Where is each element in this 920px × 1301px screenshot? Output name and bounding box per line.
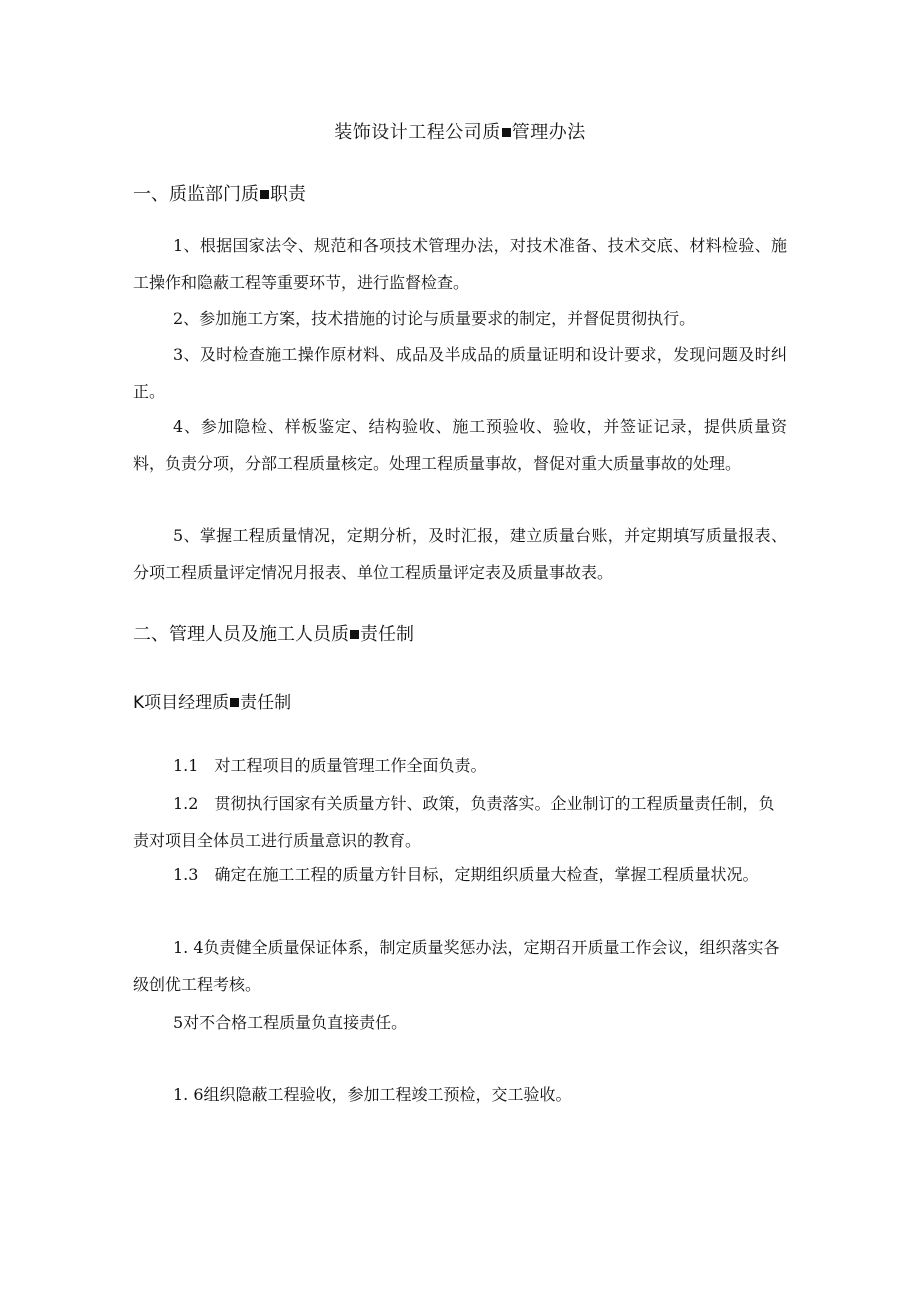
item-1-2: 1.2 贯彻执行国家有关质量方针、政策，负责落实。企业制订的工程质量责任制，负责对项目全体员工进行质量意识的教育。	[133, 794, 775, 850]
item-1-1: 1.1 对工程项目的质量管理工作全面负责。	[173, 756, 487, 775]
paragraph-1-1: 1、根据国家法令、规范和各项技术管理办法，对技术准备、技术交底、材料检验、施工操作和隐蔽工程等重要环节，进行监督检查。	[133, 236, 787, 292]
section-heading-2: 二、管理人员及施工人员质 责任制	[133, 624, 414, 645]
subsection-heading: K项目经理质 责任制	[133, 693, 292, 713]
square-glyph	[260, 190, 269, 199]
paragraph-1-2: 2、参加施工方案，技术措施的讨论与质量要求的制定，并督促贯彻执行。	[173, 309, 696, 328]
square-glyph	[350, 630, 359, 639]
square-glyph	[502, 128, 511, 137]
item-1-3: 1.3 确定在施工工程的质量方针目标，定期组织质量大检查，掌握工程质量状况。	[173, 865, 759, 884]
item-1-4: 1. 4负责健全质量保证体系，制定质量奖惩办法，定期召开质量工作会议，组织落实各级创优工程考核。	[133, 938, 780, 994]
square-glyph	[230, 698, 239, 707]
paragraph-1-5: 5、掌握工程质量情况，定期分析，及时汇报，建立质量台账，并定期填写质量报表、分项工程质量评定情况月报表、单位工程质量评定表及质量事故表。	[133, 526, 787, 582]
item-1-5: 5对不合格工程质量负直接责任。	[173, 1013, 408, 1032]
document-title: 装饰设计工程公司质 管理办法	[334, 122, 586, 143]
paragraph-1-3: 3、及时检查施工操作原材料、成品及半成品的质量证明和设计要求，发现问题及时纠正。	[133, 345, 787, 401]
paragraph-1-4: 4、参加隐检、样板鉴定、结构验收、施工预验收、验收，并签证记录，提供质量资料，负责分项，分部工程质量核定。处理工程质量事故，督促对重大质量事故的处理。	[133, 417, 787, 473]
section-heading-1: 一、质监部门质 职责	[133, 184, 306, 205]
item-1-6: 1. 6组织隐蔽工程验收，参加工程竣工预检，交工验收。	[173, 1085, 572, 1104]
